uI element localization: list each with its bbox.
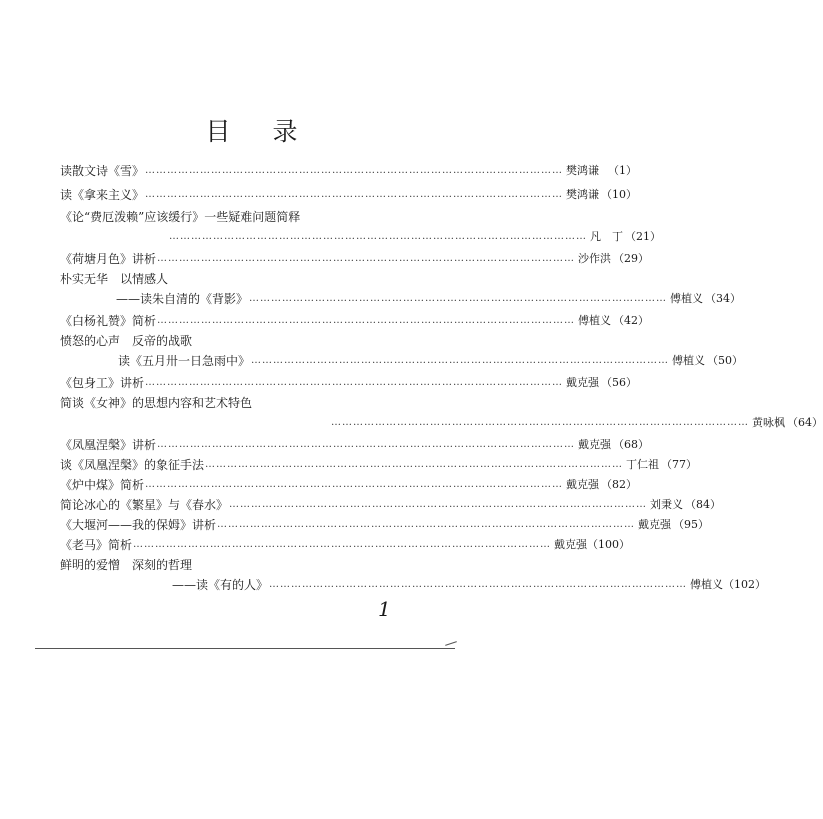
page-number: 1 xyxy=(378,597,391,621)
leader-dots: …………………………………………………………………………………………………… xyxy=(169,230,587,242)
leader-dots: …………………………………………………………………………………………………… xyxy=(145,376,564,388)
entry-title: 《白杨礼赞》简析 xyxy=(60,313,157,328)
entry-page: （42） xyxy=(613,314,650,327)
leader-dots: …………………………………………………………………………………………………… xyxy=(145,164,564,176)
leader-dots: …………………………………………………………………………………………………… xyxy=(205,458,624,470)
leader-dots: …………………………………………………………………………………………………… xyxy=(145,188,564,200)
entry-title: 鲜明的爱憎 深刻的哲理 xyxy=(60,558,193,572)
entry-subtitle: ——读《有的人》 xyxy=(172,577,269,592)
toc-entry xyxy=(118,350,744,370)
leader-dots: …………………………………………………………………………………………………… xyxy=(157,314,576,326)
toc-entry xyxy=(330,412,823,432)
bottom-rule-tail xyxy=(445,641,457,646)
toc-entry xyxy=(60,310,650,330)
entry-title: 《炉中煤》简析 xyxy=(60,477,145,492)
entry-page: （84） xyxy=(685,498,722,511)
leader-dots: …………………………………………………………………………………………………… xyxy=(157,438,576,450)
entry-author: 傅植义 xyxy=(690,578,724,591)
entry-title: 朴实无华 以情感人 xyxy=(60,272,169,286)
toc-entry xyxy=(116,288,742,308)
leader-dots: …………………………………………………………………………………………………… xyxy=(133,538,552,550)
entry-author: 戴克强 xyxy=(554,538,588,551)
entry-author: 樊鸿谦 xyxy=(566,188,600,201)
toc-entry xyxy=(60,514,710,534)
leader-dots: …………………………………………………………………………………………………… xyxy=(217,518,636,530)
entry-page: （82） xyxy=(601,478,638,491)
entry-title: 愤怒的心声 反帝的战歌 xyxy=(60,334,193,348)
entry-page: （102） xyxy=(723,578,767,591)
toc-entry xyxy=(60,494,722,514)
entry-page: （56） xyxy=(601,376,638,389)
entry-subtitle: ——读朱自清的《背影》 xyxy=(116,291,249,306)
bottom-rule xyxy=(35,648,455,649)
entry-page: （95） xyxy=(673,518,710,531)
entry-title: 谈《凤凰涅槃》的象征手法 xyxy=(60,457,205,472)
entry-subtitle: 读《五月卅一日急雨中》 xyxy=(118,353,251,368)
toc-entry xyxy=(60,248,650,268)
entry-title: 读散文诗《雪》 xyxy=(60,163,145,178)
entry-page: （10） xyxy=(601,188,638,201)
leader-dots: …………………………………………………………………………………………………… xyxy=(269,578,688,590)
entry-page: （34） xyxy=(705,292,742,305)
entry-title: 《包身工》讲析 xyxy=(60,375,145,390)
entry-page: （1） xyxy=(608,164,638,177)
entry-title: 简谈《女神》的思想内容和艺术特色 xyxy=(60,396,253,410)
heading-char-1: 目 xyxy=(205,117,233,146)
entry-title: 《老马》简析 xyxy=(60,537,133,552)
entry-page: （21） xyxy=(625,230,661,243)
entry-author: 戴克强 xyxy=(566,376,600,389)
entry-page: （29） xyxy=(613,252,650,265)
entry-author: 傅植义 xyxy=(578,314,612,327)
leader-dots: …………………………………………………………………………………………………… xyxy=(229,498,648,510)
entry-author: 凡 丁 xyxy=(590,230,623,243)
entry-author: 黄咏枫 xyxy=(752,416,785,429)
toc-entry xyxy=(60,372,638,392)
toc-entry xyxy=(60,160,638,180)
toc-entry xyxy=(60,434,650,454)
entry-title: 《大堰河——我的保姆》讲析 xyxy=(60,517,217,532)
leader-dots: …………………………………………………………………………………………………… xyxy=(249,292,668,304)
entry-page: （64） xyxy=(787,416,823,429)
entry-title: 简论冰心的《繁星》与《春水》 xyxy=(60,497,229,512)
toc-entry xyxy=(60,184,638,204)
entry-author: 傅植义 xyxy=(672,354,706,367)
entry-page: （100） xyxy=(587,538,631,551)
leader-dots: …………………………………………………………………………………………………… xyxy=(331,416,749,428)
toc-entry xyxy=(60,534,631,554)
toc-entry xyxy=(60,474,638,494)
entry-author: 丁仁祖 xyxy=(626,458,660,471)
entry-author: 戴克强 xyxy=(566,478,600,491)
entry-author: 樊鸿谦 xyxy=(566,164,600,177)
heading-char-2: 录 xyxy=(272,117,300,146)
leader-dots: …………………………………………………………………………………………………… xyxy=(145,478,564,490)
entry-title: 读《拿来主义》 xyxy=(60,187,145,202)
toc-entry xyxy=(60,454,698,474)
entry-author: 戴克强 xyxy=(638,518,672,531)
toc-entry xyxy=(172,574,767,594)
entry-title: 《荷塘月色》讲析 xyxy=(60,251,157,266)
toc-entry xyxy=(168,226,661,246)
toc-heading xyxy=(0,112,505,148)
entry-author: 沙作洪 xyxy=(578,252,612,265)
leader-dots: …………………………………………………………………………………………………… xyxy=(157,252,576,264)
entry-page: （77） xyxy=(661,458,698,471)
entry-title: 《论“费厄泼赖”应该缓行》一些疑难问题简释 xyxy=(60,210,301,224)
entry-author: 戴克强 xyxy=(578,438,612,451)
entry-author: 刘秉义 xyxy=(650,498,684,511)
entry-page: （68） xyxy=(613,438,650,451)
entry-page: （50） xyxy=(707,354,744,367)
entry-author: 傅植义 xyxy=(670,292,704,305)
entry-title: 《凤凰涅槃》讲析 xyxy=(60,437,157,452)
leader-dots: …………………………………………………………………………………………………… xyxy=(251,354,670,366)
